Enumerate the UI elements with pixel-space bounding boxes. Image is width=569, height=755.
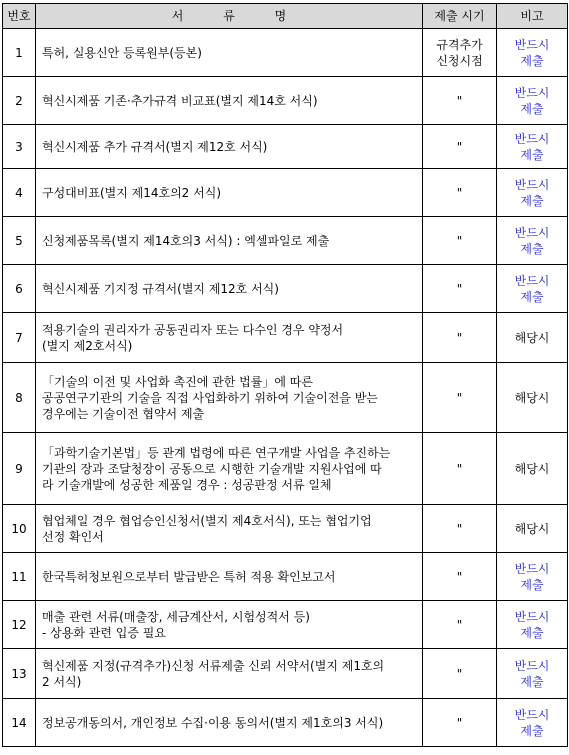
document-name xyxy=(36,313,423,363)
document-name xyxy=(36,29,423,77)
document-name-line: 혁신시제품 기존·추가규격 비교표(별지 제14호 서식) xyxy=(42,93,318,108)
submission-time xyxy=(423,363,497,433)
note xyxy=(497,169,568,217)
note-line: 반드시 xyxy=(514,225,550,240)
row-number: 11 xyxy=(3,553,36,601)
note-line: 반드시 xyxy=(514,131,550,146)
row-number: 7 xyxy=(3,313,36,363)
note-line: 해당시 xyxy=(514,521,550,536)
document-name-line: - 상용화 관련 입증 필요 xyxy=(42,625,166,640)
document-name-line: 특허, 실용신안 등록원부(등본) xyxy=(42,45,202,60)
row-number: 3 xyxy=(3,125,36,169)
row-number: 5 xyxy=(3,217,36,265)
row-number: 9 xyxy=(3,433,36,505)
note-line: 해당시 xyxy=(514,390,550,405)
table-row xyxy=(3,313,568,363)
document-name xyxy=(36,601,423,649)
note-line: 제출 xyxy=(520,723,544,738)
row-number: 12 xyxy=(3,601,36,649)
note-line: 제출 xyxy=(520,674,544,689)
note-line: 제출 xyxy=(520,577,544,592)
document-name xyxy=(36,699,423,747)
row-number: 8 xyxy=(3,363,36,433)
note-line: 반드시 xyxy=(514,609,550,624)
note xyxy=(497,601,568,649)
submission-time-line: " xyxy=(456,390,463,405)
submission-time xyxy=(423,265,497,313)
note-line: 해당시 xyxy=(514,330,550,345)
submission-time-line: " xyxy=(456,461,463,476)
note-line: 반드시 xyxy=(514,658,550,673)
submission-time-line: " xyxy=(456,93,463,108)
submission-time-line: " xyxy=(456,521,463,536)
document-name-line: 구성대비표(별지 제14호의2 서식) xyxy=(42,185,222,200)
note-line: 제출 xyxy=(520,147,544,162)
table-row xyxy=(3,433,568,505)
note xyxy=(497,29,568,77)
note xyxy=(497,77,568,125)
note-line: 제출 xyxy=(520,625,544,640)
document-name xyxy=(36,125,423,169)
submission-time xyxy=(423,29,497,77)
document-name-line: 선정 확인서 xyxy=(42,529,104,544)
submission-time xyxy=(423,169,497,217)
document-name-line: 정보공개동의서, 개인정보 수집·이용 동의서(별지 제1호의3 서식) xyxy=(42,715,384,730)
submission-time-line: " xyxy=(456,185,463,200)
submission-time xyxy=(423,77,497,125)
document-name-line: 「기술의 이전 및 사업화 촉진에 관한 법률」에 따른 xyxy=(42,374,313,389)
row-number: 14 xyxy=(3,699,36,747)
submission-time-line: " xyxy=(456,330,463,345)
table-row xyxy=(3,125,568,169)
submission-time xyxy=(423,553,497,601)
document-name-line: 혁신시제품 기지정 규격서(별지 제12호 서식) xyxy=(42,281,279,296)
note xyxy=(497,553,568,601)
note xyxy=(497,363,568,433)
submission-time-line: " xyxy=(456,715,463,730)
document-name-line: 기관의 장과 조달청장이 공동으로 시행한 기술개발 지원사업에 따 xyxy=(42,461,382,476)
submission-time xyxy=(423,217,497,265)
table-row xyxy=(3,505,568,553)
header-note: 비고 xyxy=(497,4,568,29)
document-name-line: 적용기술의 권리자가 공동권리자 또는 다수인 경우 약정서 xyxy=(42,322,344,337)
note xyxy=(497,125,568,169)
row-number: 10 xyxy=(3,505,36,553)
note xyxy=(497,699,568,747)
submission-time xyxy=(423,649,497,699)
table-row xyxy=(3,649,568,699)
note-line: 반드시 xyxy=(514,561,550,576)
row-number: 13 xyxy=(3,649,36,699)
note xyxy=(497,313,568,363)
table-row xyxy=(3,265,568,313)
header-doc-label: 서 류 명 xyxy=(171,9,305,23)
row-number: 4 xyxy=(3,169,36,217)
header-doc xyxy=(36,4,423,29)
document-name-line: 2 서식) xyxy=(42,674,82,689)
row-number: 6 xyxy=(3,265,36,313)
document-name xyxy=(36,169,423,217)
note xyxy=(497,265,568,313)
document-name xyxy=(36,363,423,433)
document-name-line: 한국특허청보원으로부터 발급받은 특허 적용 확인보고서 xyxy=(42,569,336,584)
submission-time xyxy=(423,125,497,169)
note-line: 해당시 xyxy=(514,461,550,476)
document-name-line: 라 기술개발에 성공한 제품일 경우 : 성공판정 서류 일체 xyxy=(42,477,332,492)
document-name-line: 매출 관련 서류(매출장, 세금계산서, 시험성적서 등) xyxy=(42,609,310,624)
header-time: 제출 시기 xyxy=(423,4,497,29)
document-name xyxy=(36,505,423,553)
document-name xyxy=(36,649,423,699)
note-line: 제출 xyxy=(520,101,544,116)
header-row xyxy=(3,4,568,29)
note xyxy=(497,649,568,699)
document-name-line: 「과학기술기본법」등 관계 법령에 따른 연구개발 사업을 추진하는 xyxy=(42,445,391,460)
submission-time xyxy=(423,699,497,747)
table-row xyxy=(3,217,568,265)
table-row xyxy=(3,169,568,217)
document-name xyxy=(36,433,423,505)
table-row xyxy=(3,29,568,77)
row-number: 2 xyxy=(3,77,36,125)
table-row xyxy=(3,77,568,125)
table-row xyxy=(3,553,568,601)
document-name xyxy=(36,77,423,125)
table-row xyxy=(3,699,568,747)
table-row xyxy=(3,363,568,433)
submission-time xyxy=(423,601,497,649)
submission-time-line: " xyxy=(456,666,463,681)
note-line: 반드시 xyxy=(514,85,550,100)
document-name-line: (별지 제2호서식) xyxy=(42,338,133,353)
submission-time-line: " xyxy=(456,569,463,584)
submission-time xyxy=(423,313,497,363)
note-line: 제출 xyxy=(520,193,544,208)
document-name-line: 신청제품목록(별지 제14호의3 서식) : 엑셀파일로 제출 xyxy=(42,233,330,248)
note-line: 제출 xyxy=(520,53,544,68)
submission-time-line: " xyxy=(456,139,463,154)
note xyxy=(497,505,568,553)
note-line: 반드시 xyxy=(514,707,550,722)
note xyxy=(497,217,568,265)
document-name-line: 협업체일 경우 협업승인신청서(별지 제4호서식), 또는 협업기업 xyxy=(42,513,372,528)
note-line: 제출 xyxy=(520,241,544,256)
document-name-line: 공공연구기관의 기술을 직접 사업화하기 위하여 기술이전을 받는 xyxy=(42,390,378,405)
submission-time-line: " xyxy=(456,233,463,248)
header-no: 번호 xyxy=(3,4,36,29)
table-row xyxy=(3,601,568,649)
note-line: 반드시 xyxy=(514,37,550,52)
submission-time-line: 신청시점 xyxy=(436,53,483,68)
document-name-line: 혁신제품 지정(규격추가)신청 서류제출 신뢰 서약서(별지 제1호의 xyxy=(42,658,385,673)
note-line: 제출 xyxy=(520,289,544,304)
submission-time-line: " xyxy=(456,617,463,632)
document-name xyxy=(36,217,423,265)
document-name xyxy=(36,553,423,601)
document-name xyxy=(36,265,423,313)
note-line: 반드시 xyxy=(514,177,550,192)
submission-time-line: 규격추가 xyxy=(436,37,483,52)
submission-time xyxy=(423,433,497,505)
document-name-line: 경우에는 기술이전 협약서 제출 xyxy=(42,406,205,421)
submission-time xyxy=(423,505,497,553)
submission-documents-table xyxy=(2,3,568,747)
row-number: 1 xyxy=(3,29,36,77)
document-name-line: 혁신시제품 추가 규격서(별지 제12호 서식) xyxy=(42,139,268,154)
note-line: 반드시 xyxy=(514,273,550,288)
note xyxy=(497,433,568,505)
submission-time-line: " xyxy=(456,281,463,296)
